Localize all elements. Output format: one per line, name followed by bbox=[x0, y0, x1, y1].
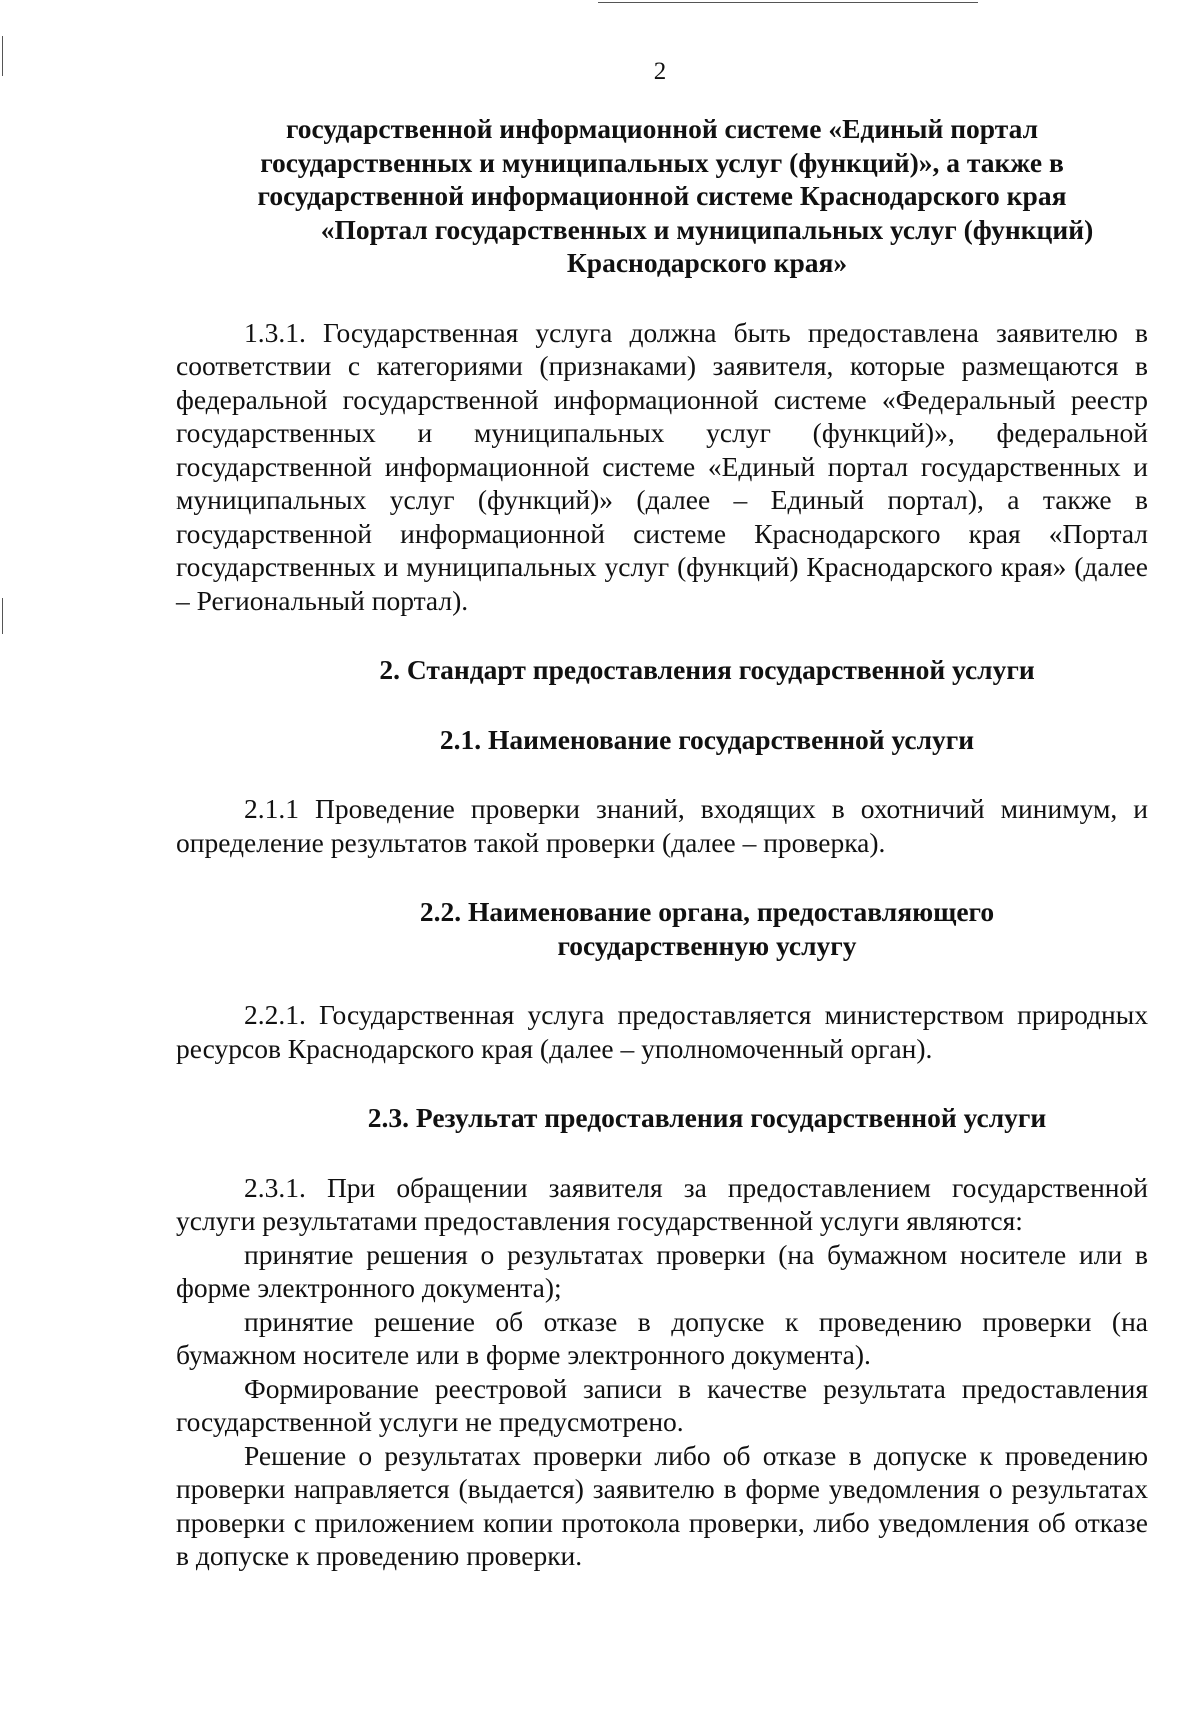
document-body bbox=[176, 112, 1148, 1573]
section-2-2-heading-line: 2.2. Наименование органа, предоставляющего bbox=[419, 896, 995, 927]
section-2-2-heading-line: государственную услугу bbox=[557, 929, 857, 961]
paragraph-1-3-1: 1.3.1. Государственная услуга должна быть предоставлена заявителю в соответствии с категориями (признаками) заявителя, которые размещаются в федеральной государственной информационной системе «Федеральный реестр государственных и муниципальных услуг (функций)», федеральной государственной информационной системе «Единый портал государственных и муниципальных услуг (функций)» (далее – Единый портал), а также в государственной информационной системе Краснодарского края «Портал государственных и муниципальных услуг (функций) Краснодарского края» (далее – Региональный портал). bbox=[176, 316, 1148, 616]
section-2-1-heading: 2.1. Наименование государственной услуги bbox=[439, 723, 975, 755]
section-2-2-heading bbox=[176, 895, 1148, 962]
paragraph-2-3-1-c: Формирование реестровой записи в качестве результата предоставления государственной услуги не предусмотрено. bbox=[176, 1372, 1148, 1437]
section-2-3-heading: 2.3. Результат предоставления государственной услуги bbox=[367, 1102, 1047, 1133]
paragraph-2-3-1: 2.3.1. При обращении заявителя за предоставлением государственной услуги результатами предоставления государственной услуги являются: bbox=[176, 1171, 1148, 1236]
paragraph-2-1-1: 2.1.1 Проведение проверки знаний, входящих в охотничий минимум, и определение результатов такой проверки (далее – проверка). bbox=[176, 793, 1148, 858]
intro-heading-line: «Портал государственных и муниципальных услуг (функций) bbox=[320, 213, 1094, 245]
paragraph-2-3-1-a: принятие решения о результатах проверки (на бумажном носителе или в форме электронного документа); bbox=[176, 1238, 1148, 1303]
paragraph-2-3-1-d: Решение о результатах проверки либо об отказе в допуске к проведению проверки направляется (выдается) заявителю в форме уведомления о результатах проверки с приложением копии протокола проверки, либо уведомления об отказе в допуске к проведению проверки. bbox=[176, 1439, 1148, 1571]
scan-artifact-left-mark-2 bbox=[2, 598, 3, 634]
paragraph-2-3-1-b: принятие решение об отказе в допуске к проведению проверки (на бумажном носителе или в форме электронного документа). bbox=[176, 1305, 1148, 1370]
intro-heading-line: государственной информационной системе Краснодарского края bbox=[257, 180, 1067, 211]
intro-heading bbox=[176, 112, 1148, 280]
paragraph-2-2-1: 2.2.1. Государственная услуга предоставляется министерством природных ресурсов Краснодарского края (далее – уполномоченный орган). bbox=[176, 999, 1148, 1064]
section-2-heading: 2. Стандарт предоставления государственной услуги bbox=[379, 654, 1035, 685]
intro-heading-line: государственной информационной системе «Единый портал bbox=[286, 113, 1038, 144]
page-number: 2 bbox=[653, 58, 667, 85]
intro-heading-line: Краснодарского края» bbox=[566, 247, 848, 278]
scan-artifact-top-line bbox=[598, 2, 978, 3]
intro-heading-line: государственных и муниципальных услуг (функций)», а также в bbox=[260, 146, 1064, 178]
